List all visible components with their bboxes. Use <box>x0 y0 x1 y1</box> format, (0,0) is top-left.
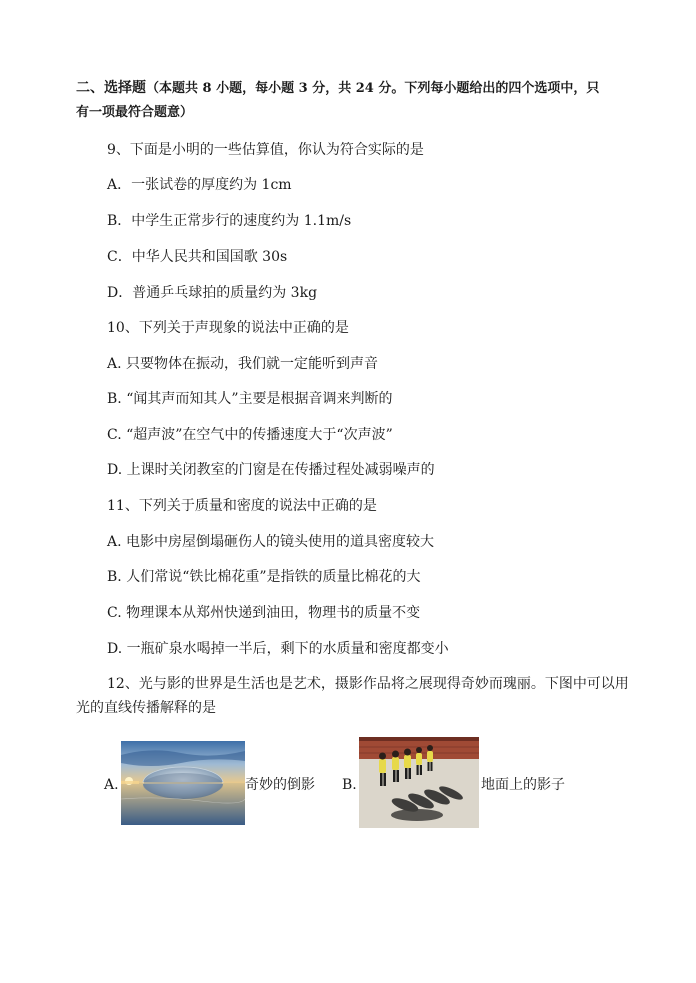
question-12-option-a-caption: 奇妙的倒影 <box>245 777 315 793</box>
section-note-line2-row <box>76 103 193 122</box>
section-heading-line <box>76 79 599 98</box>
question-12-stem-line2: 光的直线传播解释的是 <box>76 700 216 716</box>
question-12-option-a-letter: A. <box>104 777 119 793</box>
question-12-option-b-caption: 地面上的影子 <box>481 777 565 793</box>
question-11-option-b: B. 人们常说“铁比棉花重”是指铁的质量比棉花的大 <box>107 569 421 585</box>
question-11-option-c: C. 物理课本从郑州快递到油田，物理书的质量不变 <box>107 605 421 621</box>
section-note-line2: 有一项最符合题意） <box>76 105 194 120</box>
question-9-stem: 9、下面是小明的一些估算值，你认为符合实际的是 <box>107 142 424 158</box>
question-12-stem-line1: 12、光与影的世界是生活也是艺术，摄影作品将之展现得奇妙而瑰丽。下图中可以用 <box>107 676 629 692</box>
question-10-option-c: C. “超声波”在空气中的传播速度大于“次声波” <box>107 427 393 443</box>
shadow-photo-icon <box>359 737 479 828</box>
section-note-line1: （本题共 8 小题，每小题 3 分，共 24 分。下列每小题给出的四个选项中，只 <box>146 81 600 96</box>
question-10-option-b: B. “闻其声而知其人”主要是根据音调来判断的 <box>107 391 393 407</box>
question-11-stem: 11、下列关于质量和密度的说法中正确的是 <box>107 498 377 514</box>
question-9-option-c: C．中华人民共和国国歌 30s <box>107 249 288 265</box>
question-10-stem: 10、下列关于声现象的说法中正确的是 <box>107 320 349 336</box>
reflection-photo-icon <box>121 741 245 825</box>
question-11-option-a: A. 电影中房屋倒塌砸伤人的镜头使用的道具密度较大 <box>107 534 435 550</box>
question-9-option-a: A．一张试卷的厚度约为 1cm <box>107 177 292 193</box>
question-10-option-d: D. 上课时关闭教室的门窗是在传播过程处减弱噪声的 <box>107 462 435 478</box>
question-9-option-d: D．普通乒乓球拍的质量约为 3kg <box>107 285 318 301</box>
question-11-option-d: D. 一瓶矿泉水喝掉一半后，剩下的水质量和密度都变小 <box>107 641 449 657</box>
section-heading: 二、选择题 <box>76 80 146 96</box>
question-9-option-b: B．中学生正常步行的速度约为 1.1m/s <box>107 213 352 229</box>
question-10-option-a: A. 只要物体在振动，我们就一定能听到声音 <box>107 356 379 372</box>
question-12-option-b-letter: B. <box>342 777 357 793</box>
